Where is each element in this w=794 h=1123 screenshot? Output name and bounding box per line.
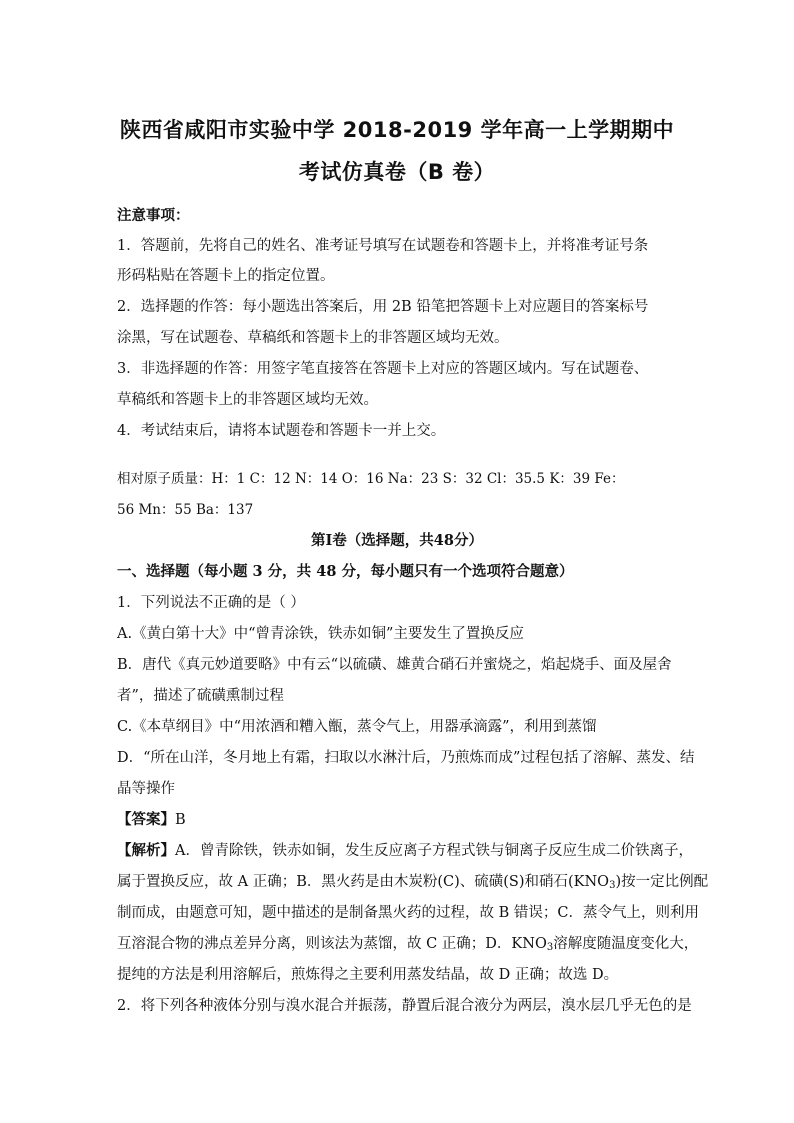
q1-stem: 1．下列说法不正确的是（ ） xyxy=(117,595,305,611)
analysis-tail-2: )按一定比例配 xyxy=(615,874,709,890)
answer-label: 【答案】 xyxy=(117,811,175,828)
q1-option-b-line2: 者”，描述了硫磺熏制过程 xyxy=(117,688,284,704)
q1-analysis-line1 xyxy=(117,839,693,860)
analysis-sub-4: 3 xyxy=(546,942,554,953)
atomic-mass-line-1: 相对原子质量：H：1 C：12 N：14 O：16 Na：23 S：32 Cl：35.5 K：39 Fe： xyxy=(117,471,625,487)
q1-analysis-line2 xyxy=(117,870,709,891)
analysis-tail-4: 溶解度随温度变化大， xyxy=(553,936,699,952)
q1-option-b-line1: B．唐代《真元妙道要略》中有云“以硫磺、雄黄合硝石并蜜烧之，焰起烧手、面及屋舍 xyxy=(117,657,672,673)
analysis-text-1: A．曾青除铁，铁赤如铜，发生反应离子方程式铁与铜离子反应生成二价铁离子， xyxy=(175,843,693,859)
answer-value: B xyxy=(175,812,186,828)
q1-answer xyxy=(117,808,682,829)
notice-line-2: 形码粘贴在答题卡上的指定位置。 xyxy=(117,268,335,284)
q1-analysis-line3: 制而成，由题意可知，题中描述的是制备黑火药的过程，故 B 错误；C．蒸令气上，则利用 xyxy=(117,905,699,921)
q1-analysis-line5: 提纯的方法是利用溶解后，煎炼得之主要利用蒸发结晶，故 D 正确；故选 D。 xyxy=(117,967,619,983)
analysis-text-2: 属于置换反应，故 A 正确；B．黑火药是由木炭粉(C)、硫磺(S)和硝石(KNO xyxy=(117,874,610,890)
notice-line-5: 3．非选择题的作答：用签字笔直接答在答题卡上对应的答题区域内。写在试题卷、 xyxy=(117,361,649,377)
analysis-text-4: 互溶混合物的沸点差异分离，则该法为蒸馏，故 C 正确；D．KNO xyxy=(117,936,547,952)
section-heading: 一、选择题（每小题 3 分，共 48 分，每小题只有一个选项符合题意） xyxy=(117,563,574,580)
q2-stem: 2．将下列各种液体分别与溴水混合并振荡，静置后混合液分为两层，溴水层几乎无色的是 xyxy=(117,998,692,1014)
notice-line-3: 2．选择题的作答：每小题选出答案后，用 2B 铅笔把答题卡上对应题目的答案标号 xyxy=(117,299,649,315)
analysis-label: 【解析】 xyxy=(117,842,175,859)
q1-option-d-line1: D．“所在山洋，冬月地上有霜，扫取以水淋汁后，乃煎炼而成”过程包括了溶解、蒸发、结 xyxy=(117,750,695,766)
notice-line-6: 草稿纸和答题卡上的非答题区域均无效。 xyxy=(117,392,378,408)
section-title: 第Ⅰ卷（选择题，共48分） xyxy=(311,532,483,549)
analysis-sub-2: 3 xyxy=(609,880,616,891)
notice-heading: 注意事项： xyxy=(117,207,190,224)
q1-option-a: A.《黄白第十大》中“曾青涂铁，铁赤如铜”主要发生了置换反应 xyxy=(117,626,524,642)
notice-line-7: 4．考试结束后，请将本试题卷和答题卡一并上交。 xyxy=(117,423,446,439)
atomic-mass-line-2: 56 Mn：55 Ba：137 xyxy=(117,502,254,518)
q1-option-c: C.《本草纲目》中“用浓酒和糟入甑，蒸令气上，用器承滴露”，利用到蒸馏 xyxy=(117,719,597,735)
notice-line-1: 1．答题前，先将自己的姓名、准考证号填写在试题卷和答题卡上，并将准考证号条 xyxy=(117,238,649,254)
q1-option-d-line2: 晶等操作 xyxy=(117,781,175,797)
notice-line-4: 涂黑，写在试题卷、草稿纸和答题卡上的非答题区域均无效。 xyxy=(117,330,509,346)
page-title-line2: 考试仿真卷（B 卷） xyxy=(298,160,496,184)
page-title-line1: 陕西省咸阳市实验中学 2018-2019 学年高一上学期期中 xyxy=(119,118,675,142)
q1-analysis-line4 xyxy=(117,932,699,953)
